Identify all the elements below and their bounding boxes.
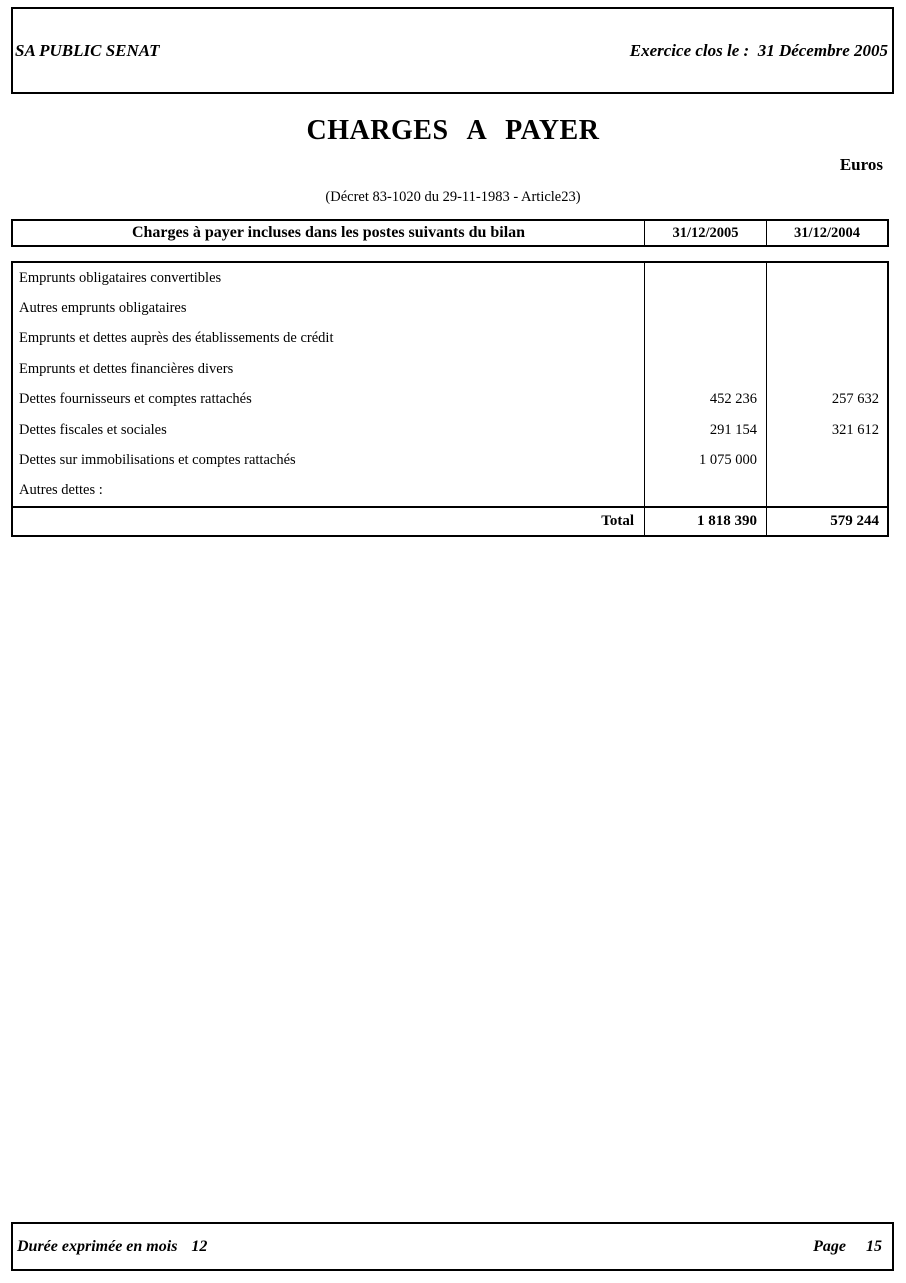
page-footer — [11, 1222, 894, 1271]
decree-reference: (Décret 83-1020 du 29-11-1983 - Article23) — [325, 189, 581, 205]
table-row — [13, 385, 887, 415]
table-row — [13, 263, 887, 293]
row-value-2005: 291 154 — [645, 415, 767, 445]
row-value-2004 — [767, 476, 887, 506]
page-title: CHARGES A PAYER — [306, 115, 600, 146]
row-value-2004 — [767, 354, 887, 384]
table-row — [13, 415, 887, 445]
row-label: Emprunts et dettes financières divers — [13, 354, 645, 384]
table-row — [13, 354, 887, 384]
row-value-2004 — [767, 293, 887, 323]
row-value-2005: 452 236 — [645, 385, 767, 415]
page-info — [813, 1238, 892, 1256]
table-rows — [13, 263, 887, 506]
table-body — [11, 261, 889, 537]
table-row — [13, 293, 887, 323]
row-value-2004: 321 612 — [831, 421, 879, 438]
currency-label: Euros — [839, 155, 883, 174]
row-value-2004 — [767, 263, 887, 293]
page-header — [11, 7, 894, 94]
row-label: Autres emprunts obligataires — [13, 293, 645, 323]
total-value-2005: 1 818 390 — [645, 508, 767, 535]
row-value-2005 — [645, 476, 767, 506]
table-total-row — [13, 506, 887, 535]
table-header-row — [11, 219, 889, 247]
page-number: 15 — [866, 1237, 882, 1255]
table-header-2005: 31/12/2005 — [645, 221, 767, 245]
row-value-2004 — [767, 445, 887, 475]
duration-info — [13, 1238, 207, 1256]
row-value-2004: 257 632 — [831, 391, 879, 408]
table-header-2004: 31/12/2004 — [793, 224, 861, 241]
company-name: SA PUBLIC SENAT — [15, 40, 160, 60]
row-value-2005: 1 075 000 — [645, 445, 767, 475]
page-label: Page — [813, 1237, 846, 1255]
table-row — [13, 445, 887, 475]
duration-value: 12 — [191, 1237, 208, 1255]
total-value-2004: 579 244 — [830, 513, 879, 529]
table-row — [13, 476, 887, 506]
fiscal-year-end-label: Exercice clos le : 31 Décembre 2005 — [629, 40, 888, 60]
row-label: Dettes fiscales et sociales — [13, 415, 645, 445]
row-value-2005 — [645, 263, 767, 293]
row-value-2005 — [645, 293, 767, 323]
row-label: Emprunts et dettes auprès des établissements de crédit — [13, 324, 645, 354]
row-label: Emprunts obligataires convertibles — [13, 263, 645, 293]
row-label: Dettes fournisseurs et comptes rattachés — [13, 385, 645, 415]
row-label: Dettes sur immobilisations et comptes rattachés — [13, 445, 645, 475]
row-value-2005 — [645, 324, 767, 354]
total-label: Total — [13, 508, 645, 535]
row-value-2005 — [645, 354, 767, 384]
row-label: Autres dettes : — [13, 476, 645, 506]
row-value-2004 — [767, 324, 887, 354]
table-header-main: Charges à payer incluses dans les postes suivants du bilan — [13, 221, 645, 245]
table-row — [13, 324, 887, 354]
duration-label: Durée exprimée en mois — [17, 1237, 178, 1255]
